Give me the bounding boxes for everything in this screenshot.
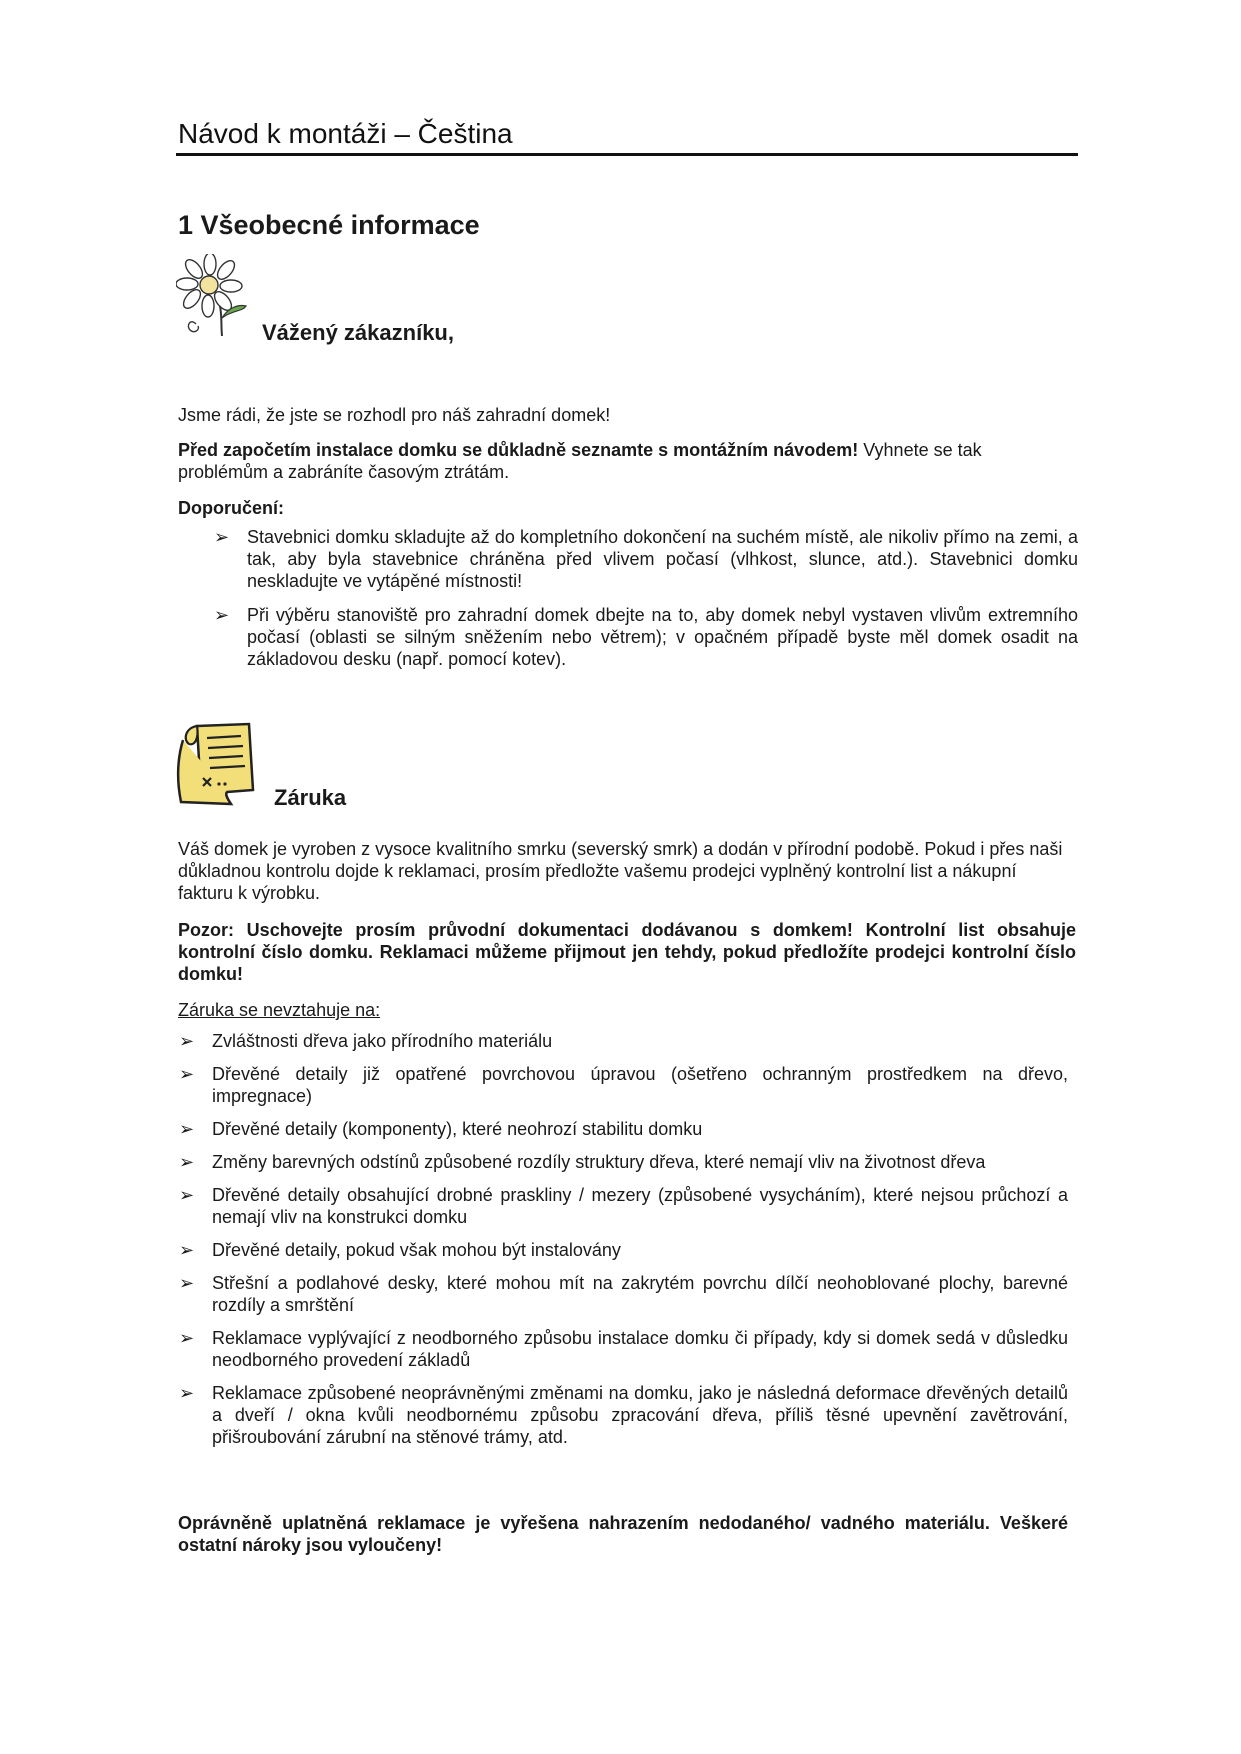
warranty-document-icon [175,720,260,808]
section-heading: 1 Všeobecné informace [178,210,480,240]
list-item: ➢ Dřevěné detaily, pokud však mohou být instalovány [179,1240,621,1260]
header-divider [176,153,1078,156]
list-item: ➢ Dřevěné detaily (komponenty), které neohrozí stabilitu domku [179,1119,703,1139]
warranty-intro: Váš domek je vyroben z vysoce kvalitního smrku (severský smrk) a dodán v přírodní podobě. Pokud i přes naši důkladnou kontrolu dojde k reklamaci, prosím předložte vašemu prodejci vyplněný kontrolní list a nákupní fakturu k výrobku. [178,839,1063,903]
list-item: ➢ Reklamace vyplývající z neodborného způsobu instalace domku či případy, kdy si domek sedá v důsledku neodborného provedení základů [179,1328,1068,1370]
arrow-bullet-icon: ➢ [179,1185,195,1205]
arrow-bullet-icon: ➢ [179,1240,195,1260]
flower-icon [176,254,256,338]
list-item: ➢ Střešní a podlahové desky, které mohou mít na zakrytém povrchu dílčí neohoblované plochy, barevné rozdíly a smrštění [179,1273,1068,1315]
arrow-bullet-icon: ➢ [179,1383,195,1403]
list-item: ➢ Stavebnici domku skladujte až do kompletního dokončení na suchém místě, ale nikoliv přímo na zemi, a tak, aby byla stavebnice chráněna před vlivem počasí (vlhkost, slunce, atd.). Stavebnici domku neskladujte ve vytápěné místnosti! [214,527,1078,591]
intro-paragraph: Jsme rádi, že jste se rozhodl pro náš zahradní domek! [178,405,611,425]
arrow-bullet-icon: ➢ [214,605,230,625]
recommendations-list [178,526,1078,682]
warranty-notice: Pozor: Uschovejte prosím průvodní dokumentaci dodávanou s domkem! Kontrolní list obsahuje kontrolní číslo domku. Reklamaci můžeme přijmout jen tehdy, pokud předložíte prodejci kontrolní číslo domku! [178,920,1076,984]
arrow-bullet-icon: ➢ [214,527,230,547]
list-item: ➢ Změny barevných odstínů způsobené rozdíly struktury dřeva, které nemají vliv na životnost dřeva [179,1152,986,1172]
warranty-title: Záruka [274,785,347,810]
list-item: ➢ Dřevěné detaily obsahující drobné praskliny / mezery (způsobené vysycháním), které nejsou průchozí a nemají vliv na konstrukci domku [179,1185,1068,1227]
arrow-bullet-icon: ➢ [179,1031,195,1051]
page-header-title: Návod k montáži – Čeština [178,118,513,149]
recommendations-label: Doporučení: [178,498,284,518]
final-statement: Oprávněně uplatněná reklamace je vyřešena nahrazením nedodaného/ vadného materiálu. Veškeré ostatní nároky jsou vyloučeny! [178,1513,1068,1555]
arrow-bullet-icon: ➢ [179,1328,195,1348]
list-item: ➢ Dřevěné detaily již opatřené povrchovou úpravou (ošetřeno ochranným prostředkem na dřevo, impregnace) [179,1064,1068,1106]
arrow-bullet-icon: ➢ [179,1152,195,1172]
arrow-bullet-icon: ➢ [179,1119,195,1139]
list-item: ➢ Zvláštnosti dřeva jako přírodního materiálu [179,1031,553,1051]
list-item: ➢ Při výběru stanoviště pro zahradní domek dbejte na to, aby domek nebyl vystaven vlivům extremního počasí (oblasti se silným sněžením nebo větrem); v opačném případě byste měl domek osadit na základovou desku (např. pomocí kotev). [214,605,1078,669]
arrow-bullet-icon: ➢ [179,1273,195,1293]
list-item: ➢ Reklamace způsobené neoprávněnými změnami na domku, jako je následná deformace dřevěných detailů a dveří / okna kvůli neodbornému způsobu zpracování dřeva, příliš těsné upevnění zavětrování, přišroubování zárubní na stěnové trámy, atd. [179,1383,1068,1447]
instruction-rest: Vyhnete se tak problémům a zabráníte časovým ztrátám. [178,440,982,482]
instruction-paragraph [178,439,1076,483]
exclusions-list [178,1030,1068,1459]
greeting: Vážený zákazníku, [262,320,454,345]
arrow-bullet-icon: ➢ [179,1064,195,1084]
exclusions-label: Záruka se nevztahuje na: [178,1000,381,1020]
instruction-bold: Před započetím instalace domku se důkladně seznamte s montážním návodem! [178,440,859,460]
